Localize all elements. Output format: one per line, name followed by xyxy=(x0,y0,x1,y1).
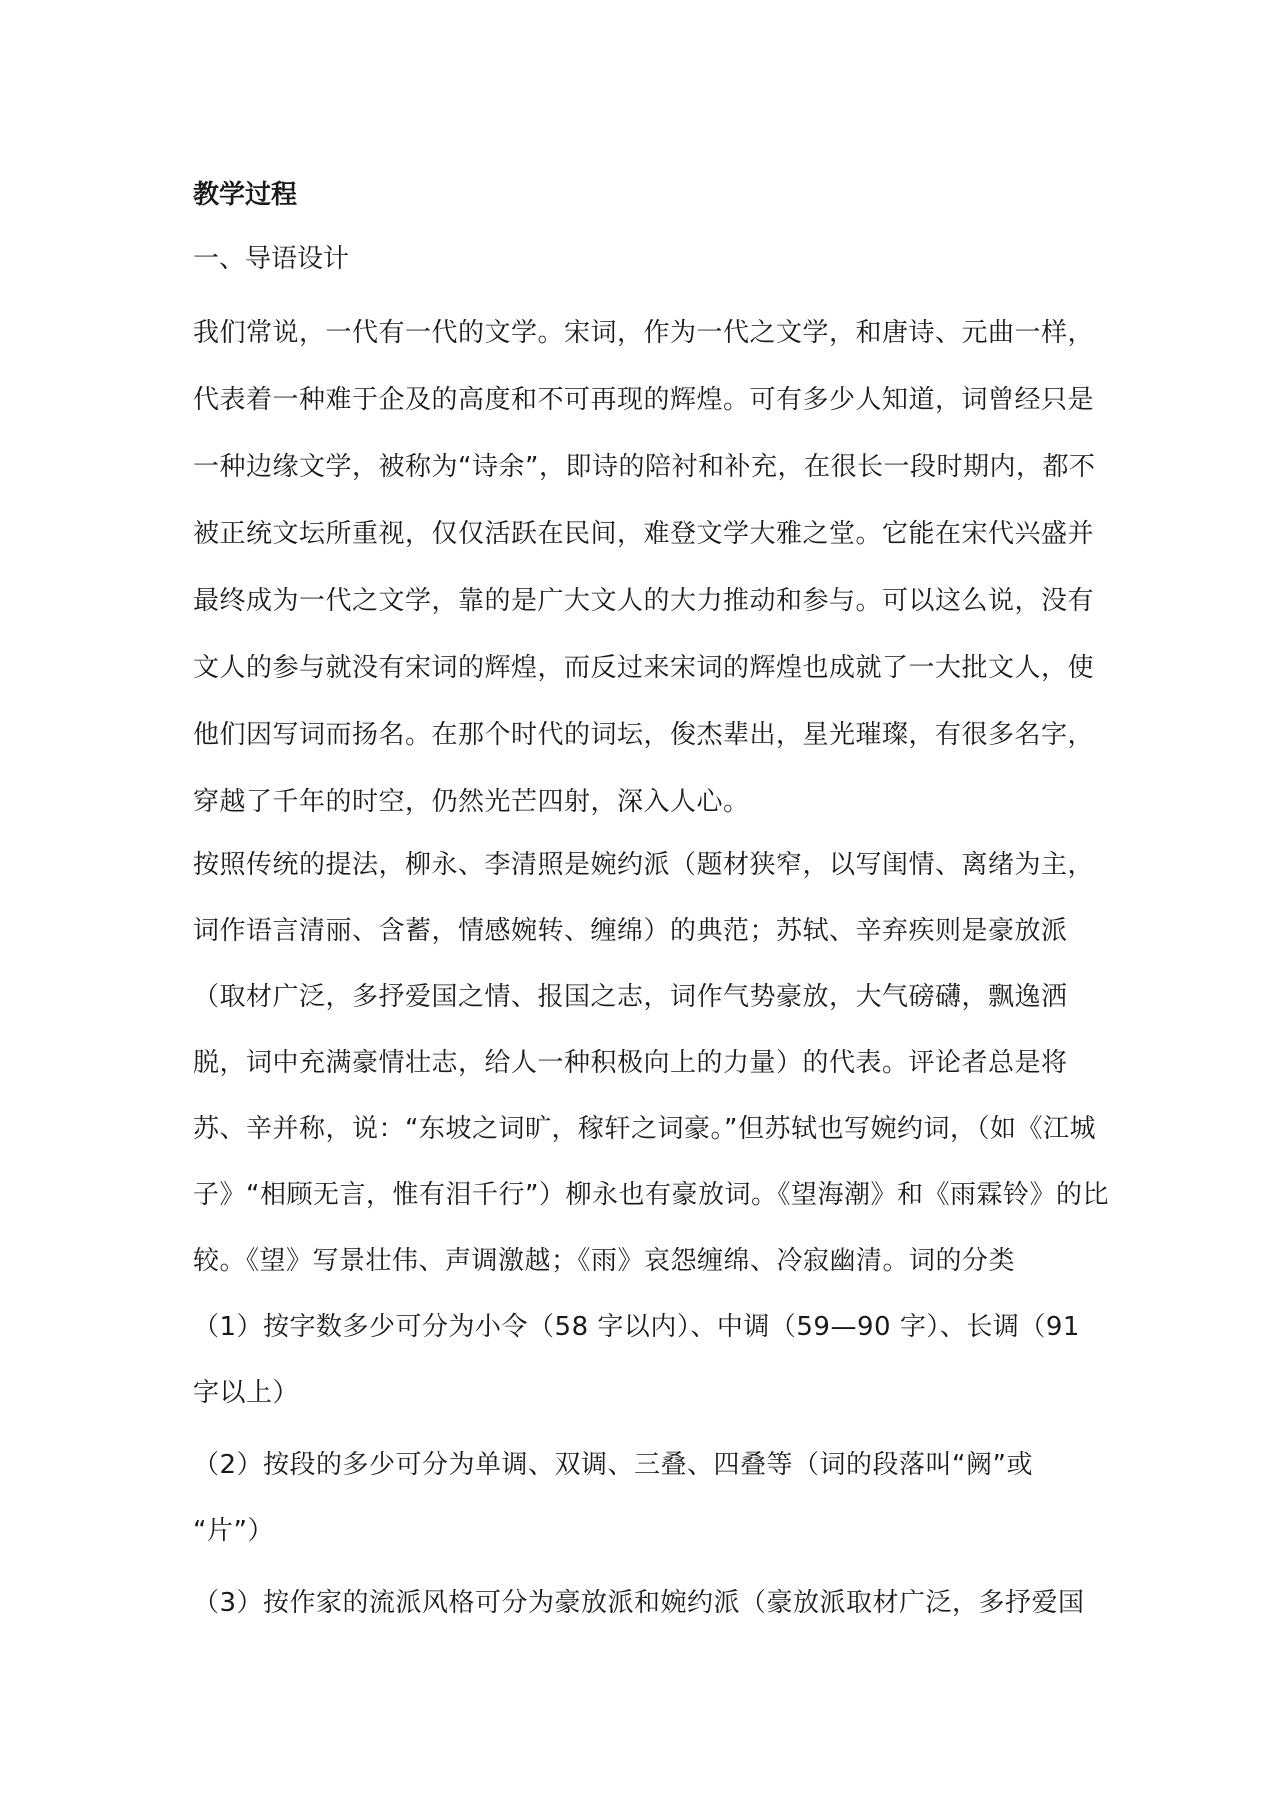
paragraph-line: 他们因写词而扬名。在那个时代的词坛，俊杰辈出，星光璀璨，有很多名字， xyxy=(193,720,1095,750)
list-item-classification-3 xyxy=(193,1570,1093,1636)
list-item-line: 字以上） xyxy=(193,1378,300,1408)
paragraph-intro xyxy=(193,300,1096,836)
list-item-classification-1 xyxy=(193,1294,1093,1426)
document-body xyxy=(193,170,1109,1642)
paragraph-line: 苏、辛并称，说：“东坡之词旷，稼轩之词豪。”但苏轼也写婉约词，（如《江城 xyxy=(193,1114,1096,1144)
paragraph-line: （取材广泛，多抒爱国之情、报国之志，词作气势豪放，大气磅礴，飘逸洒 xyxy=(193,982,1068,1012)
list-item-line: “片”） xyxy=(193,1516,274,1546)
paragraph-line: 文人的参与就没有宋词的辉煌，而反过来宋词的辉煌也成就了一大批文人，使 xyxy=(193,653,1095,683)
paragraph-line: 代表着一种难于企及的高度和不可再现的辉煌。可有多少人知道，词曾经只是 xyxy=(193,385,1095,415)
paragraph-line: 较。《望》写景壮伟、声调激越；《雨》哀怨缠绵、冷寂幽清。词的分类 xyxy=(193,1246,1016,1276)
paragraph-line: 子》“相顾无言，惟有泪千行”）柳永也有豪放词。《望海潮》和《雨霖铃》的比 xyxy=(193,1180,1109,1210)
page-heading: 教学过程 xyxy=(193,180,298,210)
paragraph-line: 一种边缘文学，被称为“诗余”，即诗的陪衬和补充，在很长一段时期内，都不 xyxy=(193,452,1096,482)
list-item-line: （3）按作家的流派风格可分为豪放派和婉约派（豪放派取材广泛，多抒爱国 xyxy=(193,1588,1085,1618)
paragraph-line: 词作语言清丽、含蓄，情感婉转、缠绵）的典范；苏轼、辛弃疾则是豪放派 xyxy=(193,916,1068,946)
paragraph-line: 最终成为一代之文学，靠的是广大文人的大力推动和参与。可以这么说，没有 xyxy=(193,586,1095,616)
paragraph-line: 按照传统的提法，柳永、李清照是婉约派（题材狭窄，以写闺情、离绪为主， xyxy=(193,850,1095,880)
list-item-line: （1）按字数多少可分为小令（58 字以内）、中调（59—90 字）、长调（91 xyxy=(193,1312,1080,1342)
list-item-line: （2）按段的多少可分为单调、双调、三叠、四叠等（词的段落叫“阙”或 xyxy=(193,1450,1033,1480)
section-title: 一、导语设计 xyxy=(193,244,350,274)
paragraph-schools xyxy=(193,832,1109,1294)
paragraph-line: 我们常说，一代有一代的文学。宋词，作为一代之文学，和唐诗、元曲一样， xyxy=(193,318,1095,348)
list-item-classification-2 xyxy=(193,1432,1093,1564)
paragraph-line: 穿越了千年的时空，仍然光芒四射，深入人心。 xyxy=(193,787,750,817)
paragraph-line: 被正统文坛所重视，仅仅活跃在民间，难登文学大雅之堂。它能在宋代兴盛并 xyxy=(193,519,1095,549)
paragraph-line: 脱，词中充满豪情壮志，给人一种积极向上的力量）的代表。评论者总是将 xyxy=(193,1048,1068,1078)
